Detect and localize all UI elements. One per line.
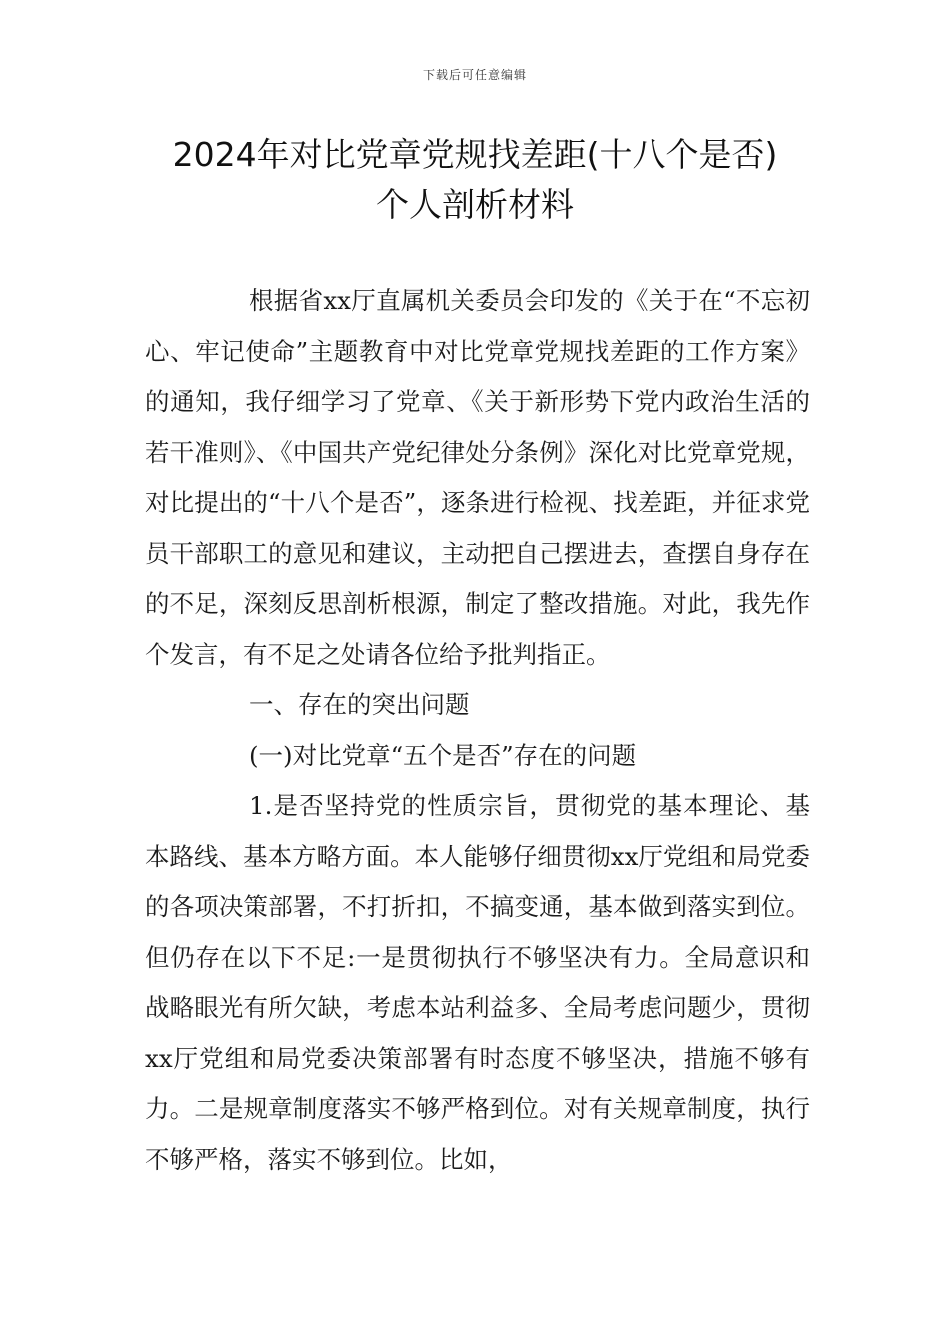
section-heading-1: 一、存在的突出问题 bbox=[249, 690, 470, 719]
paragraph-intro: 根据省xx厅直属机关委员会印发的《关于在“不忘初心、牢记使命”主题教育中对比党章党规找差距的工作方案》的通知，我仔细学习了党章、《关于新形势下党内政治生活的若干准则》、《中国共产党纪律处分条例》深化对比党章党规，对比提出的“十八个是否”，逐条进行检视、找差距，并征求党员干部职工的意见和建议，主动把自己摆进去，查摆自身存在的不足，深刻反思剖析根源，制定了整改措施。对此，我先作个发言，有不足之处请各位给予批判指正。 bbox=[145, 286, 810, 669]
subsection-heading-1: (一)对比党章“五个是否”存在的问题 bbox=[249, 740, 637, 770]
title-line-2: 个人剖析材料 bbox=[376, 185, 574, 224]
title-line-1: 2024年对比党章党规找差距(十八个是否) bbox=[172, 135, 778, 174]
paragraph-item-1: 1.是否坚持党的性质宗旨，贯彻党的基本理论、基本路线、基本方略方面。本人能够仔细贯彻xx厅党组和局党委的各项决策部署，不打折扣，不搞变通，基本做到落实到位。但仍存在以下不足:一是贯彻执行不够坚决有力。全局意识和战略眼光有所欠缺，考虑本站利益多、全局考虑问题少，贯彻xx厅党组和局党委决策部署有时态度不够坚决，措施不够有力。二是规章制度落实不够严格到位。对有关规章制度，执行不够严格，落实不够到位。比如， bbox=[145, 791, 810, 1174]
document-body bbox=[145, 276, 810, 1185]
document-title bbox=[100, 130, 850, 230]
page-header-note: 下载后可任意编辑 bbox=[422, 68, 527, 82]
